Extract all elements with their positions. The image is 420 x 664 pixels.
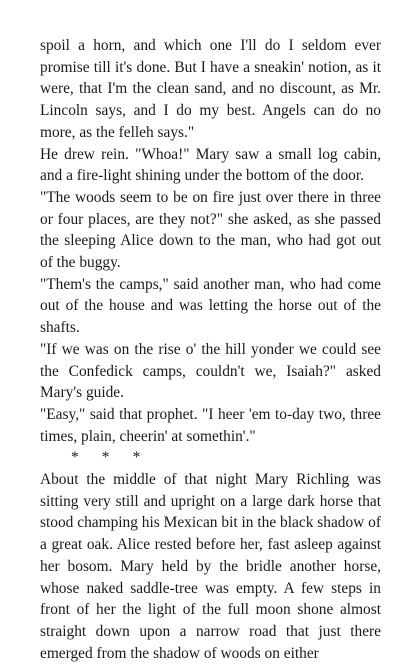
section-separator: * * *	[71, 449, 141, 467]
paragraph-rise-of-hill: "If we was on the rise o' the hill yonder we could see the Confedick camps, couldn't we, Isaiah?" asked Mary's guide.	[40, 340, 381, 402]
paragraph-middle-of-night: About the middle of that night Mary Richling was sitting very still and upright on a large dark horse that stood champing his Mexican bit in the black shadow of a great oak. Alice rested before her, fast asleep against her bosom. Mary held by the bridle another horse, whose naked saddle-tree was empty. A few steps in front of her the light of the full moon shone almost straight down upon a narrow road that just there emerged from the shadow of woods on either	[40, 471, 381, 662]
paragraph-drew-rein: He drew rein. "Whoa!" Mary saw a small log cabin, and a fire-light shining under the bottom of the door.	[40, 145, 381, 185]
paragraph-woods-on-fire: "The woods seem to be on fire just over there in three or four places, are they not?" she asked, as she passed the sleeping Alice down to the man, who had got out of the buggy.	[40, 188, 381, 272]
paragraph-continued-speech: spoil a horn, and which one I'll do I seldom ever promise till it's done. But I have a sneakin' notion, as it were, that I'm the clean sand, and no discount, as Mr. Lincoln says, and I do my best. Angels can do no more, as the felleh says."	[40, 37, 381, 141]
page-text	[40, 35, 381, 664]
paragraph-the-camps: "Them's the camps," said another man, who had come out of the house and was letting the horse out of the shafts.	[40, 275, 381, 337]
paragraph-easy-prophet: "Easy," said that prophet. "I heer 'em to-day two, three times, plain, cheerin' at somethin'."	[40, 405, 381, 445]
